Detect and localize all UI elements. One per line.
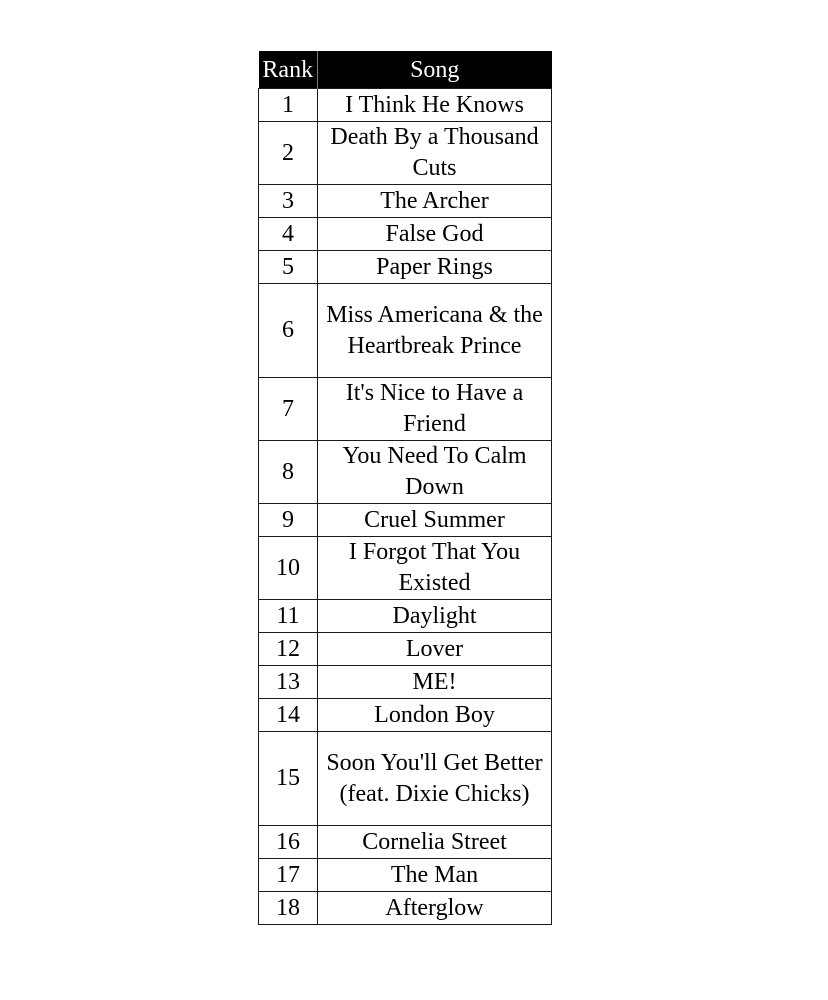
rank-column-header: Rank — [259, 51, 318, 89]
table-row — [259, 218, 552, 251]
song-cell: The Man — [318, 859, 552, 892]
rank-cell: 13 — [259, 666, 318, 699]
table-row — [259, 185, 552, 218]
table-row — [259, 699, 552, 732]
rank-cell: 15 — [259, 732, 318, 826]
table-row — [259, 666, 552, 699]
rank-cell: 3 — [259, 185, 318, 218]
rank-cell: 6 — [259, 284, 318, 378]
table-row — [259, 89, 552, 122]
song-cell: Soon You'll Get Better (feat. Dixie Chicks) — [318, 732, 552, 826]
rank-cell: 8 — [259, 441, 318, 504]
rank-cell: 4 — [259, 218, 318, 251]
rank-cell: 10 — [259, 537, 318, 600]
song-cell: ME! — [318, 666, 552, 699]
table-row — [259, 251, 552, 284]
rank-cell: 9 — [259, 504, 318, 537]
song-cell: Miss Americana & the Heartbreak Prince — [318, 284, 552, 378]
rank-cell: 17 — [259, 859, 318, 892]
table-row — [259, 826, 552, 859]
song-cell: London Boy — [318, 699, 552, 732]
song-cell: Cruel Summer — [318, 504, 552, 537]
song-cell: Death By a Thousand Cuts — [318, 122, 552, 185]
ranking-table — [258, 51, 552, 925]
table-row — [259, 633, 552, 666]
song-cell: Daylight — [318, 600, 552, 633]
rank-cell: 11 — [259, 600, 318, 633]
song-cell: The Archer — [318, 185, 552, 218]
table-body — [259, 89, 552, 925]
song-cell: You Need To Calm Down — [318, 441, 552, 504]
rank-cell: 2 — [259, 122, 318, 185]
rank-cell: 18 — [259, 892, 318, 925]
song-cell: It's Nice to Have a Friend — [318, 378, 552, 441]
rank-cell: 1 — [259, 89, 318, 122]
rank-cell: 12 — [259, 633, 318, 666]
table-row — [259, 892, 552, 925]
table-row — [259, 122, 552, 185]
table-row — [259, 732, 552, 826]
rank-cell: 5 — [259, 251, 318, 284]
table-row — [259, 600, 552, 633]
song-cell: Cornelia Street — [318, 826, 552, 859]
rank-cell: 7 — [259, 378, 318, 441]
rank-cell: 16 — [259, 826, 318, 859]
song-cell: Lover — [318, 633, 552, 666]
table-row — [259, 859, 552, 892]
song-cell: Afterglow — [318, 892, 552, 925]
song-cell: I Think He Knows — [318, 89, 552, 122]
table-row — [259, 504, 552, 537]
song-column-header: Song — [318, 51, 552, 89]
song-cell: I Forgot That You Existed — [318, 537, 552, 600]
song-cell: Paper Rings — [318, 251, 552, 284]
table-row — [259, 378, 552, 441]
table-row — [259, 441, 552, 504]
header-row — [259, 51, 552, 89]
table-header — [259, 51, 552, 89]
table-row — [259, 537, 552, 600]
song-cell: False God — [318, 218, 552, 251]
table-row — [259, 284, 552, 378]
rank-cell: 14 — [259, 699, 318, 732]
